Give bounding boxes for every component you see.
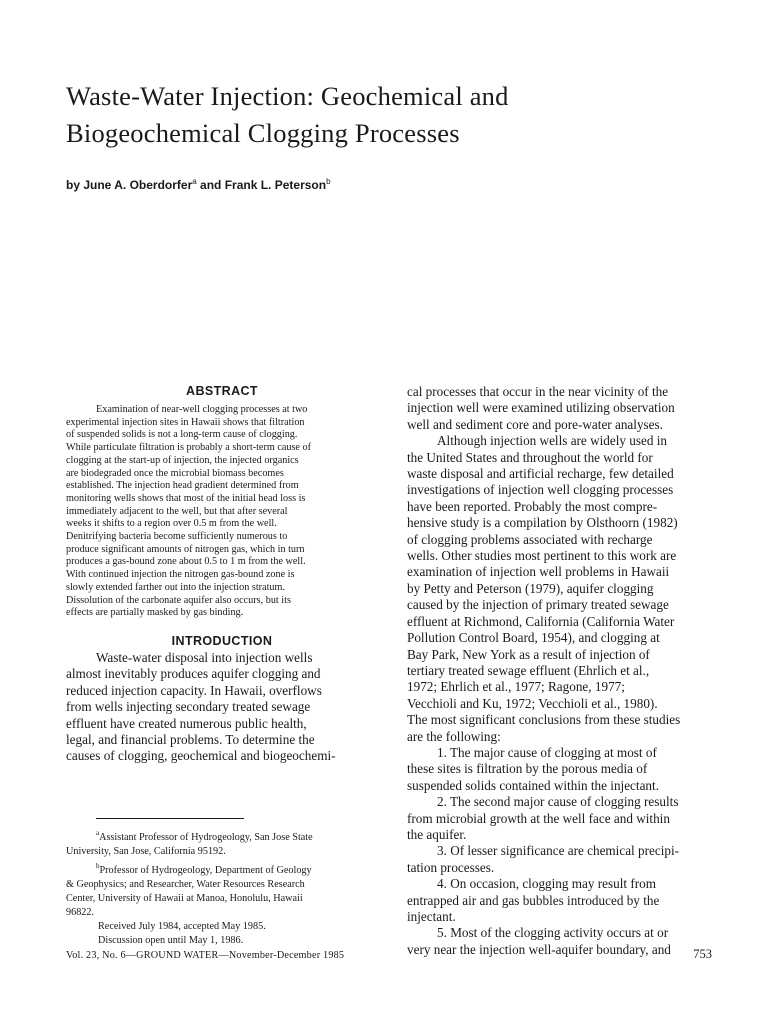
title-line-2: Biogeochemical Clogging Processes (66, 118, 460, 148)
abstract-heading: ABSTRACT (186, 384, 258, 398)
affiliation-mark-a: a (192, 177, 197, 186)
footnotes (66, 826, 378, 948)
abstract-line: effects are partially masked by gas binding. (66, 607, 244, 619)
abstract-line: established. The injection head gradient determined from (66, 480, 299, 492)
abstract-line: produces a gas-bound zone about 0.5 to 1 m from the well. (66, 556, 306, 568)
abstract-line: immediately adjacent to the well, but that after several (66, 505, 288, 517)
footnote-b-line: Center, University of Hawaii at Manoa, Honolulu, Hawaii (66, 893, 303, 904)
body-line: The most significant conclusions from these studies (407, 712, 681, 728)
footnote-b-line: $^b$Professor of Hydrogeology, Department of Geology (96, 862, 312, 876)
body-line: well and sediment core and pore-water analyses. (407, 416, 663, 432)
body-line: reduced injection capacity. In Hawaii, overflows (66, 682, 322, 698)
abstract-line: Denitrifying bacteria become sufficiently numerous to (66, 531, 288, 543)
footnote-mark-b: b (96, 862, 100, 870)
body-line: tation processes. (407, 859, 495, 875)
body-line: are the following: (407, 728, 501, 744)
body-line: Bay Park, New York as a result of injection of (407, 646, 650, 662)
body-line: have been reported. Probably the most compre- (407, 498, 658, 514)
body-line: very near the injection well-aquifer boundary, and (407, 941, 671, 957)
body-line: from wells injecting secondary treated sewage (66, 699, 311, 715)
body-line: waste disposal and artificial recharge, few detailed (407, 466, 674, 482)
list-item-5: 5. Most of the clogging activity occurs at or (437, 925, 669, 941)
abstract-line: are biodegraded once the microbial biomass becomes (66, 467, 284, 479)
body-line: injection well were examined utilizing observation (407, 400, 675, 416)
introduction-body (66, 650, 378, 765)
body-line: suspended solids contained within the injectant. (407, 777, 659, 793)
abstract-line: monitoring wells shows that most of the initial head loss is (66, 492, 306, 504)
abstract-line: experimental injection sites in Hawaii shows that filtration (66, 416, 305, 428)
byline-middle: and Frank L. Peterson (196, 178, 327, 192)
body-line: the United States and throughout the world for (407, 449, 653, 465)
body-line: caused by the injection of primary treated sewage (407, 597, 669, 613)
abstract-line: clogging at the start-up of injection, the injected organics (66, 454, 299, 466)
body-line: by Petty and Peterson (1979), aquifer clogging (407, 580, 654, 596)
body-line: 1972; Ehrlich et al., 1977; Ragone, 1977; (407, 679, 625, 695)
body-line: Vecchioli and Ku, 1972; Vecchioli et al., 1980). (407, 695, 658, 711)
abstract-line: weeks it shifts to a region over 0.5 m from the well. (66, 518, 277, 530)
body-line: effluent have created numerous public health, (66, 715, 307, 731)
body-line: these sites is filtration by the porous media of (407, 761, 648, 777)
right-column (407, 384, 717, 958)
title-line-1: Waste-Water Injection: Geochemical and (66, 81, 509, 111)
abstract-line: While particulate filtration is probably a short-term cause of (66, 442, 311, 454)
abstract-line: of suspended solids is not a long-term cause of clogging. (66, 429, 298, 441)
body-line: Pollution Control Board, 1954), and clogging at (407, 630, 660, 646)
footnote-b-line: 96822. (66, 907, 95, 918)
footnote-a-line: $^a$Assistant Professor of Hydrogeology, San Jose State (96, 829, 313, 843)
abstract-body (66, 404, 378, 620)
list-item-2: 2. The second major cause of clogging results (437, 794, 679, 810)
body-line: injectant. (407, 909, 456, 924)
affiliation-mark-b: b (326, 177, 331, 186)
abstract-line: slowly extended farther out into the injection stratum. (66, 581, 285, 593)
introduction-heading: INTRODUCTION (171, 633, 273, 648)
abstract-line: Examination of near-well clogging processes at two (96, 404, 308, 415)
body-line: Although injection wells are widely used in (437, 433, 668, 449)
body-line: wells. Other studies most pertinent to this work are (407, 548, 677, 564)
paper-title (66, 78, 706, 152)
body-line: effluent at Richmond, California (California Water (407, 613, 675, 629)
body-line: of clogging problems associated with recharge (407, 531, 653, 547)
author-byline (66, 177, 331, 192)
body-line: entrapped air and gas bubbles introduced by the (407, 892, 660, 908)
footnote-a-line: University, San Jose, California 95192. (66, 846, 226, 857)
body-line: Waste-water disposal into injection wells (96, 649, 313, 665)
body-line: hensive study is a compilation by Olsthoorn (1982) (407, 515, 678, 531)
list-item-4: 4. On occasion, clogging may result from (437, 876, 657, 892)
page-number: 753 (693, 947, 712, 961)
body-line: tertiary treated sewage effluent (Ehrlich et al., (407, 662, 650, 678)
abstract-line: produce significant amounts of nitrogen gas, which in turn (66, 543, 305, 555)
body-line: legal, and financial problems. To determine the (66, 731, 315, 747)
byline-prefix: by June A. Oberdorfer (66, 178, 193, 192)
body-line: causes of clogging, geochemical and biogeochemi- (66, 748, 336, 764)
list-item-1: 1. The major cause of clogging at most of (437, 744, 657, 760)
abstract-line: With continued injection the nitrogen gas-bound zone is (66, 569, 295, 581)
body-line: from microbial growth at the well face and within (407, 810, 670, 826)
received-note: Received July 1984, accepted May 1985. (98, 921, 266, 932)
body-line: the aquifer. (407, 826, 467, 842)
footnote-divider (96, 818, 244, 819)
footnote-mark-a: a (96, 829, 100, 837)
list-item-3: 3. Of lesser significance are chemical precipi- (437, 843, 680, 859)
footnote-b-line: & Geophysics; and Researcher, Water Resources Research (66, 879, 305, 890)
body-line: investigations of injection well clogging processes (407, 482, 674, 498)
abstract-line: Dissolution of the carbonate aquifer also occurs, but its (66, 594, 291, 606)
left-column (66, 384, 378, 765)
body-line: examination of injection well problems in Hawaii (407, 564, 670, 580)
discussion-note: Discussion open until May 1, 1986. (98, 935, 244, 946)
body-line: almost inevitably produces aquifer clogging and (66, 666, 321, 682)
body-line: cal processes that occur in the near vicinity of the (407, 384, 669, 399)
journal-citation: Vol. 23, No. 6—GROUND WATER—November-December 1985 (66, 950, 345, 961)
